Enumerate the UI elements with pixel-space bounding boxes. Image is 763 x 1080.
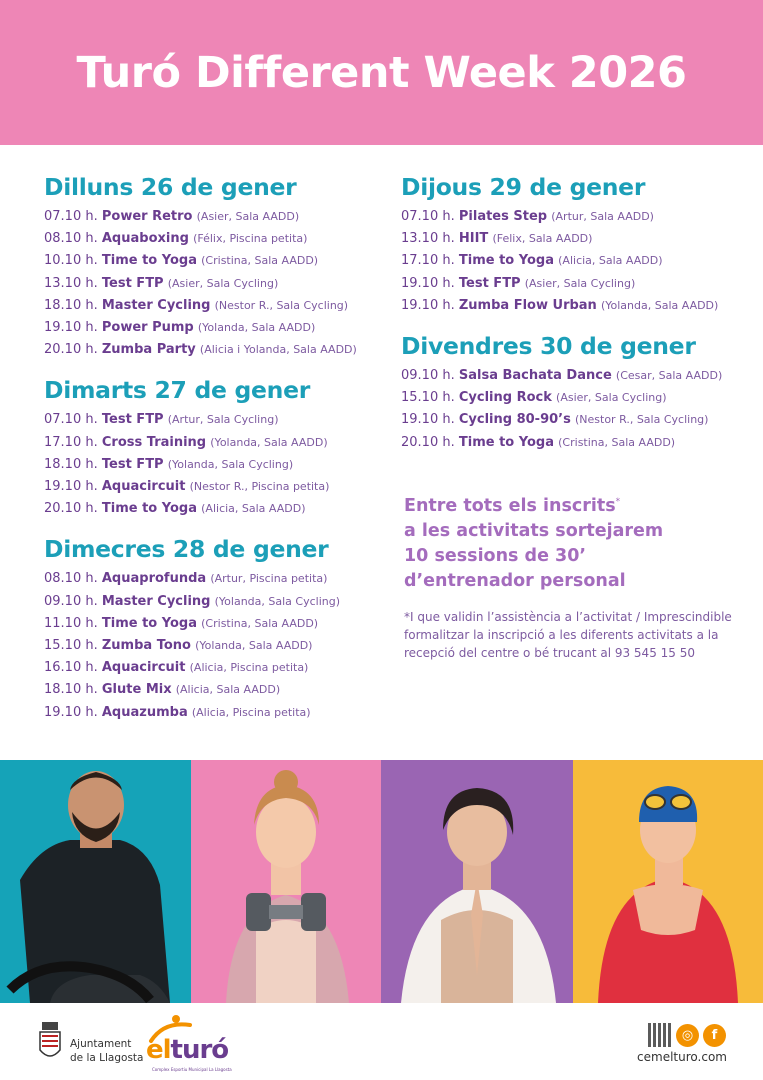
ajuntament-label [70, 1037, 143, 1065]
session-time: 20.10 h. [401, 434, 455, 450]
session-time: 18.10 h. [44, 682, 98, 698]
session-activity: Time to Yoga [101, 253, 197, 269]
session-detail: (Alicia, Sala AADD) [558, 254, 663, 268]
session-activity: Time to Yoga [101, 501, 197, 517]
session-time: 19.10 h. [401, 275, 455, 291]
session-row [401, 273, 751, 295]
session-detail: (Alicia, Piscina petita) [189, 661, 309, 675]
session-time: 15.10 h. [401, 390, 455, 406]
session-row [401, 228, 751, 250]
social-links [648, 1023, 726, 1047]
session-row [44, 635, 389, 657]
session-detail: (Artur, Sala AADD) [551, 210, 654, 223]
session-time: 08.10 h. [44, 571, 98, 587]
footer [0, 1003, 763, 1080]
session-activity: Aquaboxing [101, 231, 189, 247]
schedule-right-column [401, 171, 751, 467]
session-detail: (Yolanda, Sala AADD) [210, 435, 328, 449]
day-block [44, 374, 389, 520]
qr-code-icon[interactable] [648, 1023, 672, 1047]
session-activity: Glute Mix [101, 682, 172, 698]
day-block [44, 171, 389, 361]
website-link[interactable]: cemelturo.com [637, 1050, 727, 1064]
session-time: 09.10 h. [401, 368, 455, 384]
session-row [44, 409, 389, 431]
session-activity: Pilates Step [458, 209, 548, 224]
footnote: *I que validin l’assistència a l’activitat / Imprescindible formalitzar la inscripció a les diferents activitats a la recepció del centre o bé trucant al 93 545 15 50 [404, 610, 732, 660]
page-title: Turó Different Week 2026 [76, 47, 687, 98]
day-title: Dilluns 26 de gener [44, 173, 297, 201]
session-detail: (Cristina, Sala AADD) [201, 254, 319, 268]
session-row [44, 206, 389, 228]
session-detail: (Félix, Piscina petita) [193, 232, 308, 246]
session-detail: (Yolanda, Sala AADD) [195, 639, 313, 653]
session-row [44, 591, 389, 613]
session-activity: Aquazumba [101, 704, 188, 720]
session-row [44, 432, 389, 454]
logo-el: el [146, 1035, 171, 1065]
session-time: 07.10 h. [44, 209, 98, 224]
session-activity: Zumba Tono [101, 638, 191, 654]
session-time: 20.10 h. [44, 501, 98, 517]
session-row [44, 454, 389, 476]
session-detail: (Alicia, Piscina petita) [191, 705, 311, 719]
session-detail: (Felix, Sala AADD) [492, 232, 593, 246]
session-row [401, 365, 751, 387]
day-block [401, 171, 751, 317]
ajuntament-line: Ajuntament [70, 1038, 132, 1050]
session-activity: Zumba Party [101, 342, 196, 358]
promo-line: a les activitats sortejarem [404, 520, 664, 541]
session-activity: Time to Yoga [458, 434, 554, 450]
session-detail: (Cristina, Sala AADD) [201, 616, 319, 630]
day-title: Dijous 29 de gener [401, 173, 646, 201]
session-detail: (Cristina, Sala AADD) [558, 435, 676, 449]
session-time: 19.10 h. [44, 479, 98, 495]
session-activity: Power Pump [101, 320, 194, 336]
session-row [44, 702, 389, 724]
promo-asterisk: * [615, 497, 621, 507]
session-time: 19.10 h. [401, 412, 455, 428]
session-detail: (Asier, Sala AADD) [196, 210, 300, 223]
session-row [44, 568, 389, 590]
session-time: 17.10 h. [401, 253, 455, 269]
session-activity: Aquaprofunda [101, 571, 207, 587]
swimmer-photo [573, 760, 763, 1003]
session-time: 13.10 h. [401, 231, 455, 247]
session-detail: (Yolanda, Sala AADD) [197, 321, 316, 335]
session-activity: Cross Training [101, 434, 207, 450]
session-detail: (Cesar, Sala AADD) [615, 369, 723, 383]
session-time: 09.10 h. [44, 593, 98, 609]
session-time: 15.10 h. [44, 638, 98, 654]
session-activity: Time to Yoga [458, 253, 554, 269]
session-row [44, 317, 389, 339]
cyclist-photo [0, 760, 191, 1003]
session-detail: (Artur, Sala Cycling) [167, 413, 279, 427]
promo-line: 10 sessions de 30’ [404, 545, 587, 566]
session-detail: (Nestor R., Sala Cycling) [575, 413, 709, 427]
session-row [44, 339, 389, 361]
dumbbell-photo [191, 760, 381, 1003]
session-activity: Time to Yoga [101, 615, 197, 631]
session-time: 20.10 h. [44, 342, 98, 358]
session-detail: (Yolanda, Sala Cycling) [214, 594, 341, 608]
day-title: Dimecres 28 de gener [44, 535, 329, 564]
session-activity: Test FTP [101, 275, 164, 291]
session-activity: Test FTP [101, 412, 164, 428]
session-detail: (Alicia i Yolanda, Sala AADD) [199, 343, 357, 357]
session-activity: Aquacircuit [101, 660, 186, 676]
session-row [401, 250, 751, 272]
photo-strip [0, 760, 763, 1003]
session-time: 07.10 h. [44, 412, 98, 428]
session-row [44, 679, 389, 701]
session-row [44, 657, 389, 679]
promo-line: d’entrenador personal [404, 570, 626, 591]
session-activity: Power Retro [101, 209, 193, 224]
session-row [44, 613, 389, 635]
session-time: 17.10 h. [44, 434, 98, 450]
title-banner [0, 0, 763, 145]
session-activity: HIIT [458, 231, 489, 247]
schedule-left-column [44, 171, 389, 737]
session-activity: Test FTP [458, 275, 521, 291]
session-activity: Cycling 80-90’s [458, 412, 571, 428]
session-row [401, 409, 751, 431]
ajuntament-line: de la Llagosta [70, 1052, 144, 1064]
elturo-logo [146, 1013, 246, 1073]
session-detail: (Artur, Piscina petita) [210, 572, 328, 586]
day-block [401, 330, 751, 454]
session-activity: Master Cycling [101, 593, 211, 609]
session-time: 10.10 h. [44, 253, 98, 269]
session-detail: (Alicia, Sala AADD) [201, 502, 306, 516]
session-activity: Aquacircuit [101, 479, 186, 495]
session-time: 19.10 h. [44, 704, 98, 720]
logo-turo: turó [170, 1035, 229, 1065]
session-row [44, 228, 389, 250]
session-row [401, 432, 751, 454]
coat-of-arms-icon [38, 1020, 62, 1064]
session-row [44, 476, 389, 498]
promo-text [404, 490, 744, 594]
session-time: 18.10 h. [44, 297, 98, 313]
session-row [401, 295, 751, 317]
session-detail: (Asier, Sala Cycling) [167, 276, 279, 290]
session-detail: (Asier, Sala Cycling) [524, 276, 636, 290]
session-activity: Test FTP [101, 456, 164, 472]
session-row [401, 387, 751, 409]
session-detail: (Asier, Sala Cycling) [556, 391, 667, 405]
promo-line: Entre tots els inscrits [404, 495, 616, 516]
session-detail: (Yolanda, Sala Cycling) [167, 457, 294, 471]
day-title: Divendres 30 de gener [401, 332, 696, 361]
session-detail: (Alicia, Sala AADD) [175, 683, 281, 697]
session-time: 19.10 h. [401, 297, 455, 313]
session-time: 13.10 h. [44, 275, 98, 291]
session-activity: Master Cycling [101, 297, 211, 313]
facebook-icon[interactable]: f [703, 1024, 726, 1047]
session-time: 16.10 h. [44, 660, 98, 676]
session-detail: (Nestor R., Sala Cycling) [214, 298, 349, 312]
yoga-photo [381, 760, 573, 1003]
session-time: 08.10 h. [44, 231, 98, 247]
session-row [44, 273, 389, 295]
raffle-promo [404, 490, 744, 594]
elturo-wordmark [146, 1035, 228, 1065]
day-block [44, 533, 389, 723]
ajuntament-logo [38, 1020, 148, 1070]
session-row [401, 206, 751, 228]
session-detail: (Yolanda, Sala AADD) [600, 298, 719, 312]
session-row [44, 295, 389, 317]
session-activity: Cycling Rock [458, 390, 552, 406]
logo-subtitle: Complex Esportiu Municipal La Llagosta [152, 1067, 232, 1072]
session-time: 07.10 h. [401, 209, 455, 224]
session-activity: Zumba Flow Urban [458, 297, 597, 313]
session-row [44, 498, 389, 520]
session-time: 19.10 h. [44, 320, 98, 336]
session-row [44, 250, 389, 272]
session-detail: (Nestor R., Piscina petita) [189, 480, 330, 494]
session-activity: Salsa Bachata Dance [458, 368, 612, 384]
session-time: 18.10 h. [44, 456, 98, 472]
instagram-icon[interactable]: ◎ [676, 1024, 699, 1047]
session-time: 11.10 h. [44, 615, 98, 631]
day-title: Dimarts 27 de gener [44, 376, 311, 405]
